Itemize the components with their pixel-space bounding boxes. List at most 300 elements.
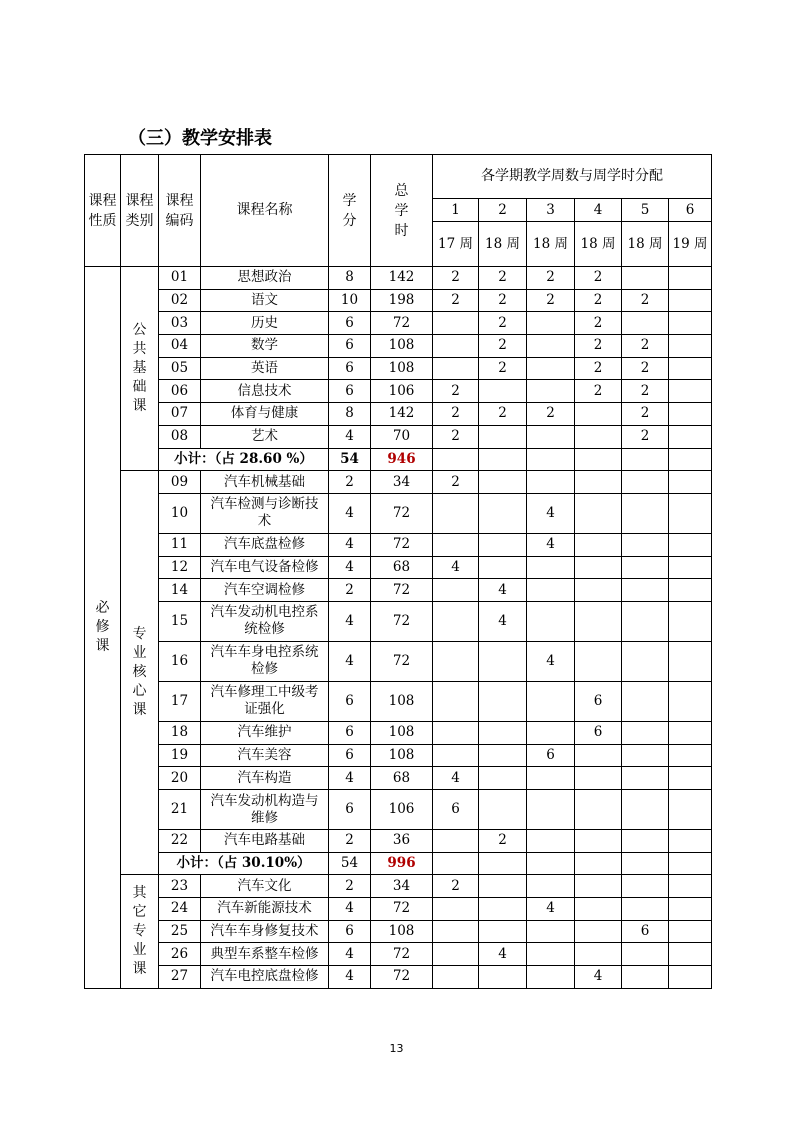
course-name: 汽车修理工中级考 证强化 xyxy=(201,681,329,721)
table-row xyxy=(85,556,712,579)
weekly-hours xyxy=(527,920,575,943)
weekly-hours xyxy=(669,830,712,853)
subtotal-empty xyxy=(433,448,479,471)
weekly-hours: 4 xyxy=(479,601,527,641)
course-hours: 108 xyxy=(371,721,433,744)
weekly-hours xyxy=(433,898,479,921)
weeks-header: 19 周 xyxy=(669,222,712,267)
weekly-hours: 2 xyxy=(622,380,669,403)
course-credit: 6 xyxy=(329,357,371,380)
course-code: 08 xyxy=(159,425,201,448)
course-credit: 2 xyxy=(329,875,371,898)
weekly-hours xyxy=(479,744,527,767)
weekly-hours xyxy=(433,533,479,556)
weekly-hours: 2 xyxy=(433,289,479,312)
weekly-hours: 2 xyxy=(479,357,527,380)
weekly-hours: 4 xyxy=(479,943,527,966)
weekly-hours xyxy=(527,425,575,448)
term-header: 6 xyxy=(669,199,712,222)
course-code: 15 xyxy=(159,601,201,641)
weekly-hours xyxy=(669,601,712,641)
course-hours: 72 xyxy=(371,493,433,533)
table-row xyxy=(85,357,712,380)
weekly-hours xyxy=(433,579,479,602)
subtotal-credit: 54 xyxy=(329,448,371,471)
weekly-hours xyxy=(433,357,479,380)
weekly-hours: 2 xyxy=(575,312,622,335)
weeks-header: 17 周 xyxy=(433,222,479,267)
weekly-hours xyxy=(669,403,712,426)
weekly-hours xyxy=(622,579,669,602)
course-name: 汽车车身电控系统 检修 xyxy=(201,641,329,681)
table-row xyxy=(85,641,712,681)
weekly-hours xyxy=(433,830,479,853)
course-code: 27 xyxy=(159,966,201,989)
weekly-hours xyxy=(622,744,669,767)
weekly-hours xyxy=(669,493,712,533)
weekly-hours xyxy=(479,920,527,943)
weekly-hours xyxy=(669,335,712,358)
course-code: 07 xyxy=(159,403,201,426)
weekly-hours xyxy=(669,966,712,989)
course-hours: 72 xyxy=(371,533,433,556)
weekly-hours xyxy=(575,767,622,790)
subtotal-hours: 996 xyxy=(371,852,433,875)
course-hours: 68 xyxy=(371,556,433,579)
table-row xyxy=(85,403,712,426)
weekly-hours xyxy=(479,721,527,744)
weekly-hours: 4 xyxy=(527,533,575,556)
course-credit: 6 xyxy=(329,790,371,830)
course-name: 汽车美容 xyxy=(201,744,329,767)
course-credit: 6 xyxy=(329,920,371,943)
table-row xyxy=(85,943,712,966)
weekly-hours xyxy=(433,744,479,767)
table-row xyxy=(85,920,712,943)
course-name: 信息技术 xyxy=(201,380,329,403)
subtotal-empty xyxy=(479,448,527,471)
weekly-hours xyxy=(575,471,622,494)
weekly-hours: 2 xyxy=(527,289,575,312)
category-label-text: 专 业 核 心 课 xyxy=(132,626,147,719)
weekly-hours xyxy=(669,790,712,830)
table-row xyxy=(85,425,712,448)
weekly-hours xyxy=(669,267,712,290)
course-hours: 36 xyxy=(371,830,433,853)
course-code: 10 xyxy=(159,493,201,533)
weekly-hours xyxy=(527,721,575,744)
weekly-hours: 2 xyxy=(575,380,622,403)
course-name: 汽车检测与诊断技 术 xyxy=(201,493,329,533)
table-row xyxy=(85,898,712,921)
weekly-hours: 4 xyxy=(527,641,575,681)
weekly-hours xyxy=(527,357,575,380)
course-hours: 72 xyxy=(371,312,433,335)
category-label xyxy=(121,267,159,471)
weekly-hours xyxy=(575,403,622,426)
term-header: 5 xyxy=(622,199,669,222)
course-hours: 34 xyxy=(371,471,433,494)
course-credit: 2 xyxy=(329,579,371,602)
weekly-hours: 2 xyxy=(622,403,669,426)
course-credit: 4 xyxy=(329,556,371,579)
term-header: 3 xyxy=(527,199,575,222)
weekly-hours xyxy=(575,790,622,830)
weekly-hours xyxy=(669,556,712,579)
weekly-hours xyxy=(669,920,712,943)
weekly-hours: 6 xyxy=(575,721,622,744)
weekly-hours xyxy=(527,966,575,989)
course-code: 14 xyxy=(159,579,201,602)
weekly-hours xyxy=(479,767,527,790)
course-name: 历史 xyxy=(201,312,329,335)
weekly-hours xyxy=(479,425,527,448)
weekly-hours: 2 xyxy=(433,267,479,290)
weekly-hours: 2 xyxy=(479,830,527,853)
course-credit: 4 xyxy=(329,767,371,790)
weekly-hours: 6 xyxy=(433,790,479,830)
weekly-hours xyxy=(479,471,527,494)
course-credit: 10 xyxy=(329,289,371,312)
weekly-hours xyxy=(622,898,669,921)
course-code: 20 xyxy=(159,767,201,790)
weekly-hours xyxy=(575,641,622,681)
weekly-hours: 2 xyxy=(527,403,575,426)
weekly-hours xyxy=(479,641,527,681)
weekly-hours xyxy=(622,767,669,790)
nature-required xyxy=(85,267,121,989)
subtotal-hours: 946 xyxy=(371,448,433,471)
weekly-hours: 6 xyxy=(575,681,622,721)
header-row-1 xyxy=(85,155,712,199)
table-row xyxy=(85,335,712,358)
table-row xyxy=(85,533,712,556)
weekly-hours: 2 xyxy=(575,267,622,290)
subtotal-empty xyxy=(527,448,575,471)
weekly-hours xyxy=(669,767,712,790)
course-hours: 198 xyxy=(371,289,433,312)
course-code: 25 xyxy=(159,920,201,943)
course-credit: 4 xyxy=(329,425,371,448)
subtotal-empty xyxy=(575,448,622,471)
course-code: 05 xyxy=(159,357,201,380)
category-label xyxy=(121,471,159,875)
course-code: 22 xyxy=(159,830,201,853)
subtotal-empty xyxy=(622,448,669,471)
weekly-hours xyxy=(433,943,479,966)
weekly-hours: 4 xyxy=(527,898,575,921)
weekly-hours xyxy=(669,943,712,966)
weekly-hours xyxy=(622,641,669,681)
course-code: 04 xyxy=(159,335,201,358)
subtotal-empty xyxy=(669,448,712,471)
course-credit: 4 xyxy=(329,533,371,556)
weekly-hours xyxy=(669,579,712,602)
weekly-hours: 2 xyxy=(479,312,527,335)
course-credit: 4 xyxy=(329,898,371,921)
table-row xyxy=(85,966,712,989)
weekly-hours xyxy=(527,943,575,966)
weekly-hours: 2 xyxy=(622,357,669,380)
weekly-hours xyxy=(622,601,669,641)
table-row xyxy=(85,312,712,335)
weekly-hours: 2 xyxy=(622,289,669,312)
course-credit: 4 xyxy=(329,493,371,533)
table-row xyxy=(85,767,712,790)
weekly-hours xyxy=(433,920,479,943)
course-code: 19 xyxy=(159,744,201,767)
weekly-hours xyxy=(622,267,669,290)
weekly-hours xyxy=(479,790,527,830)
weekly-hours xyxy=(669,721,712,744)
weekly-hours xyxy=(479,556,527,579)
weekly-hours xyxy=(622,312,669,335)
weekly-hours xyxy=(622,721,669,744)
category-label-text: 公 共 基 础 课 xyxy=(132,322,147,415)
weekly-hours: 2 xyxy=(433,380,479,403)
course-name: 汽车构造 xyxy=(201,767,329,790)
weekly-hours xyxy=(433,966,479,989)
weekly-hours: 2 xyxy=(479,403,527,426)
weekly-hours xyxy=(575,425,622,448)
course-name: 汽车发动机电控系 统检修 xyxy=(201,601,329,641)
subtotal-row xyxy=(85,448,712,471)
course-hours: 72 xyxy=(371,898,433,921)
weekly-hours xyxy=(575,493,622,533)
weekly-hours: 2 xyxy=(575,357,622,380)
course-code: 18 xyxy=(159,721,201,744)
course-credit: 4 xyxy=(329,601,371,641)
course-credit: 6 xyxy=(329,335,371,358)
weekly-hours xyxy=(479,898,527,921)
course-name: 汽车文化 xyxy=(201,875,329,898)
weekly-hours xyxy=(527,471,575,494)
weekly-hours xyxy=(433,681,479,721)
weekly-hours xyxy=(575,898,622,921)
weekly-hours xyxy=(669,744,712,767)
weekly-hours xyxy=(669,533,712,556)
course-code: 21 xyxy=(159,790,201,830)
weekly-hours xyxy=(527,767,575,790)
course-code: 06 xyxy=(159,380,201,403)
course-code: 16 xyxy=(159,641,201,681)
subtotal-empty xyxy=(479,852,527,875)
table-row xyxy=(85,601,712,641)
weekly-hours xyxy=(669,641,712,681)
weekly-hours xyxy=(669,875,712,898)
weekly-hours xyxy=(622,943,669,966)
weekly-hours xyxy=(669,898,712,921)
code-header: 课程 编码 xyxy=(159,155,201,267)
weekly-hours: 2 xyxy=(479,289,527,312)
weekly-hours: 2 xyxy=(622,425,669,448)
course-hours: 108 xyxy=(371,920,433,943)
course-hours: 70 xyxy=(371,425,433,448)
course-credit: 2 xyxy=(329,471,371,494)
weekly-hours xyxy=(527,380,575,403)
weekly-hours xyxy=(527,681,575,721)
weekly-hours: 6 xyxy=(527,744,575,767)
weekly-hours: 2 xyxy=(575,289,622,312)
course-credit: 4 xyxy=(329,641,371,681)
weekly-hours xyxy=(527,830,575,853)
course-credit: 8 xyxy=(329,267,371,290)
course-code: 01 xyxy=(159,267,201,290)
weekly-hours xyxy=(669,380,712,403)
course-name: 汽车发动机构造与 维修 xyxy=(201,790,329,830)
weekly-hours xyxy=(479,681,527,721)
course-name: 体育与健康 xyxy=(201,403,329,426)
weekly-hours xyxy=(433,721,479,744)
weekly-hours xyxy=(575,744,622,767)
weekly-hours xyxy=(527,312,575,335)
weekly-hours xyxy=(622,533,669,556)
table-row xyxy=(85,267,712,290)
course-name: 汽车电路基础 xyxy=(201,830,329,853)
course-name: 英语 xyxy=(201,357,329,380)
weeks-header: 18 周 xyxy=(527,222,575,267)
course-name: 汽车机械基础 xyxy=(201,471,329,494)
course-name: 语文 xyxy=(201,289,329,312)
course-code: 26 xyxy=(159,943,201,966)
subtotal-empty xyxy=(575,852,622,875)
weekly-hours: 2 xyxy=(479,335,527,358)
weekly-hours xyxy=(527,875,575,898)
course-code: 24 xyxy=(159,898,201,921)
table-row xyxy=(85,493,712,533)
subtotal-credit: 54 xyxy=(329,852,371,875)
weekly-hours xyxy=(622,681,669,721)
weekly-hours xyxy=(575,579,622,602)
course-name: 汽车车身修复技术 xyxy=(201,920,329,943)
weekly-hours xyxy=(575,830,622,853)
weekly-hours xyxy=(479,875,527,898)
weekly-hours xyxy=(479,533,527,556)
course-hours: 108 xyxy=(371,357,433,380)
weekly-hours xyxy=(669,425,712,448)
weeks-header: 18 周 xyxy=(622,222,669,267)
weekly-hours xyxy=(575,601,622,641)
credit-header: 学 分 xyxy=(329,155,371,267)
weekly-hours xyxy=(575,920,622,943)
course-code: 03 xyxy=(159,312,201,335)
weekly-hours: 2 xyxy=(527,267,575,290)
weekly-hours xyxy=(433,493,479,533)
course-name: 艺术 xyxy=(201,425,329,448)
weekly-hours xyxy=(622,556,669,579)
course-name: 汽车新能源技术 xyxy=(201,898,329,921)
weekly-hours xyxy=(575,875,622,898)
weekly-hours xyxy=(433,601,479,641)
weekly-hours xyxy=(479,380,527,403)
course-code: 23 xyxy=(159,875,201,898)
table-row xyxy=(85,721,712,744)
weekly-hours xyxy=(669,312,712,335)
term-header: 4 xyxy=(575,199,622,222)
weekly-hours xyxy=(433,312,479,335)
course-hours: 72 xyxy=(371,641,433,681)
weekly-hours: 2 xyxy=(433,471,479,494)
weekly-hours: 2 xyxy=(575,335,622,358)
weekly-hours: 2 xyxy=(479,267,527,290)
course-hours: 108 xyxy=(371,744,433,767)
course-hours: 72 xyxy=(371,943,433,966)
course-credit: 6 xyxy=(329,681,371,721)
category-header: 课程 类别 xyxy=(121,155,159,267)
weekly-hours: 4 xyxy=(527,493,575,533)
table-row xyxy=(85,744,712,767)
weekly-hours xyxy=(433,335,479,358)
table-row xyxy=(85,830,712,853)
course-credit: 6 xyxy=(329,380,371,403)
subtotal-empty xyxy=(433,852,479,875)
course-hours: 68 xyxy=(371,767,433,790)
table-row xyxy=(85,471,712,494)
course-credit: 8 xyxy=(329,403,371,426)
weekly-hours xyxy=(669,289,712,312)
table-row xyxy=(85,875,712,898)
weekly-hours xyxy=(527,556,575,579)
weekly-hours xyxy=(575,556,622,579)
course-name: 汽车底盘检修 xyxy=(201,533,329,556)
nature-header: 课程 性质 xyxy=(85,155,121,267)
course-credit: 6 xyxy=(329,744,371,767)
course-credit: 4 xyxy=(329,943,371,966)
page-number: 13 xyxy=(389,1042,404,1055)
course-hours: 108 xyxy=(371,681,433,721)
course-hours: 72 xyxy=(371,579,433,602)
weekly-hours: 2 xyxy=(622,335,669,358)
weekly-hours: 2 xyxy=(433,875,479,898)
weekly-hours xyxy=(622,471,669,494)
weekly-hours xyxy=(669,357,712,380)
weekly-hours xyxy=(575,533,622,556)
weekly-hours: 4 xyxy=(433,767,479,790)
weekly-hours: 2 xyxy=(433,425,479,448)
course-name: 汽车空调检修 xyxy=(201,579,329,602)
course-hours: 142 xyxy=(371,403,433,426)
course-credit: 6 xyxy=(329,721,371,744)
weekly-hours xyxy=(527,790,575,830)
course-code: 12 xyxy=(159,556,201,579)
term-header: 2 xyxy=(479,199,527,222)
course-hours: 142 xyxy=(371,267,433,290)
weeks-header: 18 周 xyxy=(479,222,527,267)
course-name: 汽车维护 xyxy=(201,721,329,744)
subtotal-empty xyxy=(622,852,669,875)
weekly-hours: 2 xyxy=(433,403,479,426)
subtotal-empty xyxy=(669,852,712,875)
weekly-hours xyxy=(669,681,712,721)
subtotal-empty xyxy=(527,852,575,875)
weekly-hours xyxy=(622,875,669,898)
name-header: 课程名称 xyxy=(201,155,329,267)
weekly-hours: 4 xyxy=(433,556,479,579)
course-hours: 72 xyxy=(371,601,433,641)
course-credit: 4 xyxy=(329,966,371,989)
course-hours: 72 xyxy=(371,966,433,989)
course-name: 汽车电气设备检修 xyxy=(201,556,329,579)
teaching-schedule-table xyxy=(84,154,712,989)
course-code: 11 xyxy=(159,533,201,556)
course-credit: 2 xyxy=(329,830,371,853)
term-header: 1 xyxy=(433,199,479,222)
hours-header: 总 学 时 xyxy=(371,155,433,267)
weekly-hours xyxy=(433,641,479,681)
course-hours: 106 xyxy=(371,380,433,403)
table-row xyxy=(85,579,712,602)
nature-required-text: 必 修 课 xyxy=(95,599,110,654)
